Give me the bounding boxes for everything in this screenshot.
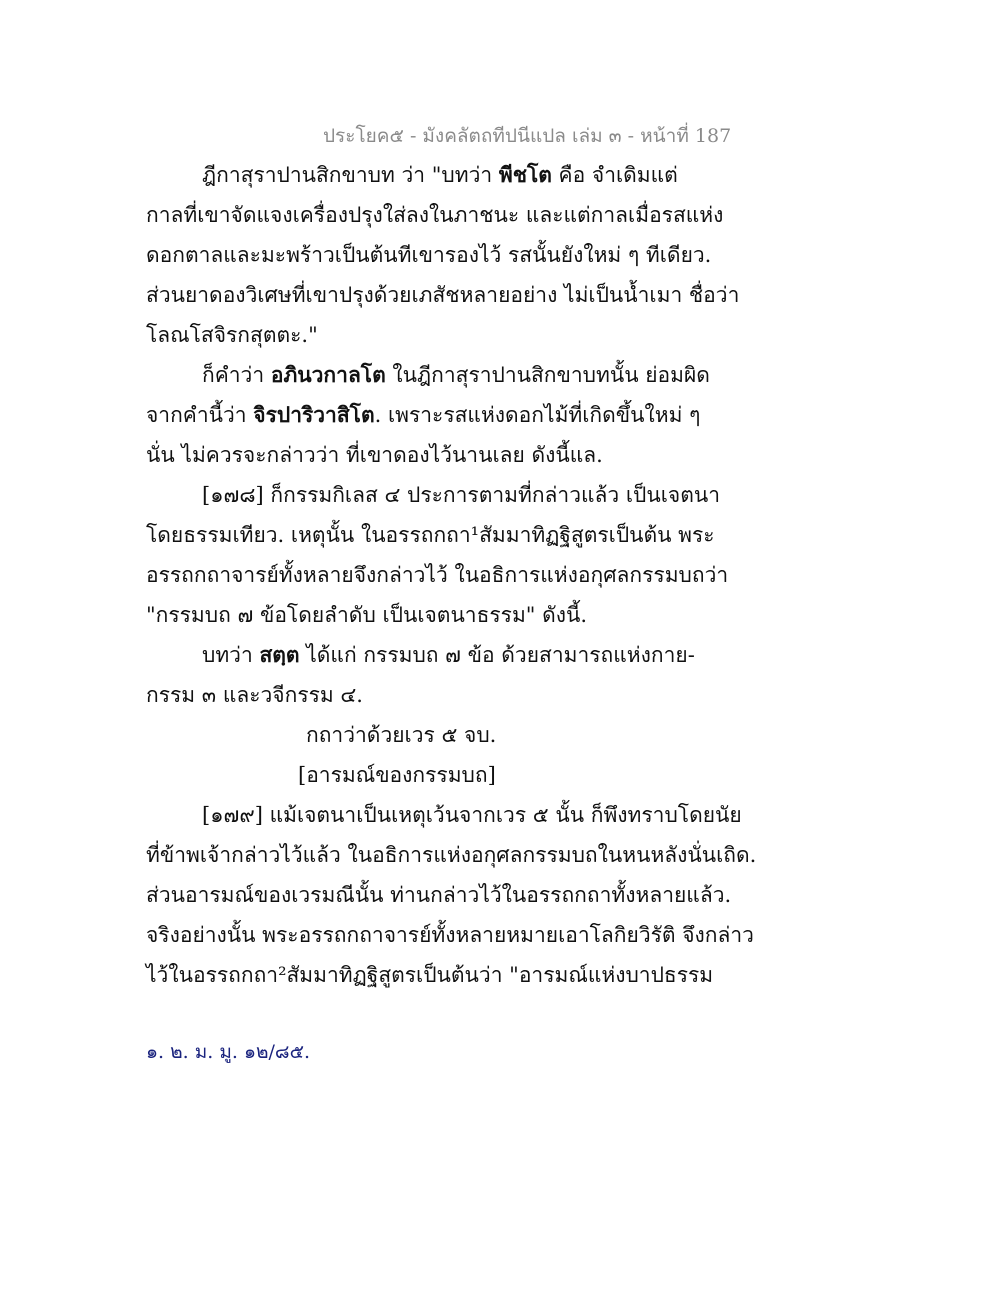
text-line: จริงอย่างนั้น พระอรรถกถาจารย์ทั้งหลายหมายเอาโลกิยวิรัติ จึงกล่าว — [146, 923, 754, 947]
text-line: กรรม ๓ และวจีกรรม ๔. — [146, 683, 363, 707]
text-line: ส่วนอารมณ์ของเวรมณีนั้น ท่านกล่าวไว้ในอรรถกถาทั้งหลายแล้ว. — [146, 883, 732, 907]
text-line: [๑๗๙] แม้เจตนาเป็นเหตุเว้นจากเวร ๕ นั้น ก็พึงทราบโดยนัย — [202, 803, 742, 827]
document-body — [146, 155, 757, 995]
bold-term: สตฺต — [259, 642, 300, 667]
footnote: ๑. ๒. ม. มู. ๑๒/๘๕. — [146, 1041, 311, 1063]
text-line: ไว้ในอรรถกถา²สัมมาทิฏฐิสูตรเป็นต้นว่า "อารมณ์แห่งบาปธรรม — [146, 963, 714, 987]
text-line: โลณโสจิรกสุตตะ." — [146, 323, 318, 347]
text-line: บทว่า สตฺต ได้แก่ กรรมบถ ๗ ข้อ ด้วยสามารถแห่งกาย- — [202, 642, 695, 667]
text-line: ก็คำว่า อภินวกาลโต ในฎีกาสุราปานสิกขาบทนั้น ย่อมผิด — [202, 362, 710, 387]
bold-term: จิรปาริวาสิโต — [253, 402, 375, 427]
text-line: อรรถกถาจารย์ทั้งหลายจึงกล่าวไว้ ในอธิการแห่งอกุศลกรรมบถว่า — [146, 563, 729, 587]
paragraph-3 — [146, 475, 729, 635]
paragraph-4 — [146, 635, 706, 715]
text-line: จากคำนี้ว่า จิรปาริวาสิโต. เพราะรสแห่งดอกไม้ที่เกิดขึ้นใหม่ ๆ — [146, 402, 701, 427]
text-line: ดอกตาลและมะพร้าวเป็นต้นทีเขารองไว้ รสนั้นยังใหม่ ๆ ทีเดียว. — [146, 243, 712, 267]
text-line: ที่ข้าพเจ้ากล่าวไว้แล้ว ในอธิการแห่งอกุศลกรรมบถในหนหลังนั่นเถิด. — [146, 843, 757, 867]
page-header: ประโยค๕ - มังคลัตถทีปนีแปล เล่ม ๓ - หน้าที่ 187 — [323, 125, 732, 147]
section-break — [146, 715, 706, 795]
text-line: กาลที่เขาจัดแจงเครื่องปรุงใส่ลงในภาชนะ และแต่กาลเมื่อรสแห่ง — [146, 203, 724, 227]
paragraph-5 — [146, 795, 757, 995]
text-line: [๑๗๘] ก็กรรมกิเลส ๔ ประการตามที่กล่าวแล้ว เป็นเจตนา — [202, 483, 720, 507]
paragraph-1 — [146, 155, 740, 355]
text-line: "กรรมบถ ๗ ข้อโดยลำดับ เป็นเจตนาธรรม" ดังนี้. — [146, 603, 588, 627]
text-line: โดยธรรมเทียว. เหตุนั้น ในอรรถกถา¹สัมมาทิฏฐิสูตรเป็นต้น พระ — [146, 523, 715, 547]
text-line: นั่น ไม่ควรจะกล่าวว่า ที่เขาดองไว้นานเลย ดังนี้แล. — [146, 443, 603, 467]
paragraph-2 — [146, 355, 710, 475]
bold-term: พีชโต — [498, 162, 552, 187]
chapter-end-line: กถาว่าด้วยเวร ๕ จบ. — [306, 723, 497, 747]
bold-term: อภินวกาลโต — [270, 362, 386, 387]
text-line: ส่วนยาดองวิเศษที่เขาปรุงด้วยเภสัชหลายอย่าง ไม่เป็นน้ำเมา ชื่อว่า — [146, 283, 740, 307]
section-heading: [อารมณ์ของกรรมบถ] — [298, 763, 496, 787]
text-line: ฎีกาสุราปานสิกขาบท ว่า "บทว่า พีชโต คือ จำเดิมแต่ — [202, 162, 678, 187]
